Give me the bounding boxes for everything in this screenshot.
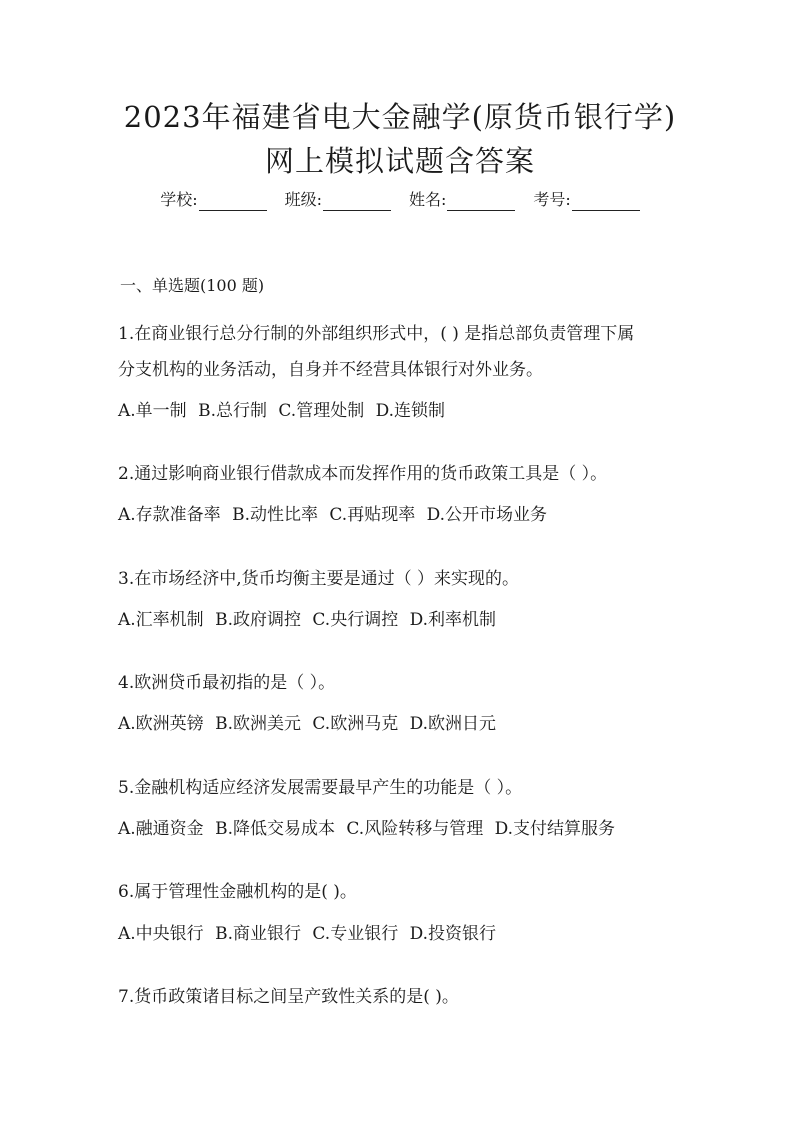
option-b: B.降低交易成本 bbox=[215, 819, 335, 839]
name-blank bbox=[447, 195, 515, 211]
document-title-line-2: 网上模拟试题含答案 bbox=[264, 144, 535, 178]
student-info-row bbox=[0, 189, 800, 211]
class-blank bbox=[323, 195, 391, 211]
option-a: A.汇率机制 bbox=[118, 610, 204, 630]
option-c: C.管理处制 bbox=[278, 401, 365, 421]
option-a: A.融通资金 bbox=[118, 819, 204, 839]
option-b: B.政府调控 bbox=[215, 610, 301, 630]
question-2-stem: 2.通过影响商业银行借款成本而发挥作用的货币政策工具是（ ）。 bbox=[118, 464, 608, 484]
class-field bbox=[285, 189, 391, 211]
option-c: C.风险转移与管理 bbox=[346, 819, 484, 839]
option-d: D.利率机制 bbox=[409, 610, 497, 630]
exam-number-field bbox=[533, 189, 639, 211]
question-2-options bbox=[118, 503, 688, 527]
school-field bbox=[160, 189, 266, 211]
exam-number-label: 考号: bbox=[533, 190, 571, 209]
option-a: A.欧洲英镑 bbox=[118, 714, 204, 734]
option-c: C.欧洲马克 bbox=[312, 714, 399, 734]
option-b: B.欧洲美元 bbox=[215, 714, 301, 734]
class-label: 班级: bbox=[284, 190, 322, 209]
name-label: 姓名: bbox=[409, 190, 447, 209]
section-heading: 一、单选题(100 题) bbox=[120, 276, 265, 295]
question-4-stem: 4.欧洲贷币最初指的是（ ）。 bbox=[118, 673, 336, 693]
question-1-options bbox=[118, 399, 688, 423]
question-3-options bbox=[118, 608, 688, 632]
option-d: D.公开市场业务 bbox=[426, 505, 548, 525]
option-a: A.中央银行 bbox=[118, 924, 204, 944]
question-5-stem: 5.金融机构适应经济发展需要最早产生的功能是（ ）。 bbox=[118, 778, 523, 798]
document-title-line-1: 2023年福建省电大金融学(原货币银行学) bbox=[123, 100, 677, 134]
option-c: C.专业银行 bbox=[312, 924, 399, 944]
option-c: C.央行调控 bbox=[312, 610, 399, 630]
option-a: A.单一制 bbox=[118, 401, 187, 421]
name-field bbox=[409, 189, 515, 211]
option-b: B.商业银行 bbox=[215, 924, 301, 944]
option-b: B.总行制 bbox=[198, 401, 267, 421]
question-6-stem: 6.属于管理性金融机构的是( )。 bbox=[118, 882, 357, 902]
option-c: C.再贴现率 bbox=[329, 505, 416, 525]
option-b: B.动性比率 bbox=[232, 505, 318, 525]
option-d: D.连锁制 bbox=[375, 401, 446, 421]
question-1-stem-line-1: 1.在商业银行总分行制的外部组织形式中，( ) 是指总部负责管理下属 bbox=[118, 324, 635, 344]
question-7-stem: 7.货币政策诸目标之间呈产致性关系的是( )。 bbox=[118, 987, 459, 1007]
option-d: D.欧洲日元 bbox=[409, 714, 497, 734]
question-4-options bbox=[118, 712, 688, 736]
question-6-options bbox=[118, 922, 688, 946]
school-blank bbox=[199, 195, 267, 211]
question-1-stem-line-2: 分支机构的业务活动，自身并不经营具体银行对外业务。 bbox=[118, 360, 543, 380]
school-label: 学校: bbox=[160, 190, 198, 209]
option-d: D.支付结算服务 bbox=[494, 819, 616, 839]
option-a: A.存款准备率 bbox=[118, 505, 221, 525]
question-3-stem: 3.在市场经济中,货币均衡主要是通过（ ）来实现的。 bbox=[118, 569, 520, 589]
question-5-options bbox=[118, 817, 688, 841]
exam-number-blank bbox=[572, 195, 640, 211]
option-d: D.投资银行 bbox=[409, 924, 497, 944]
